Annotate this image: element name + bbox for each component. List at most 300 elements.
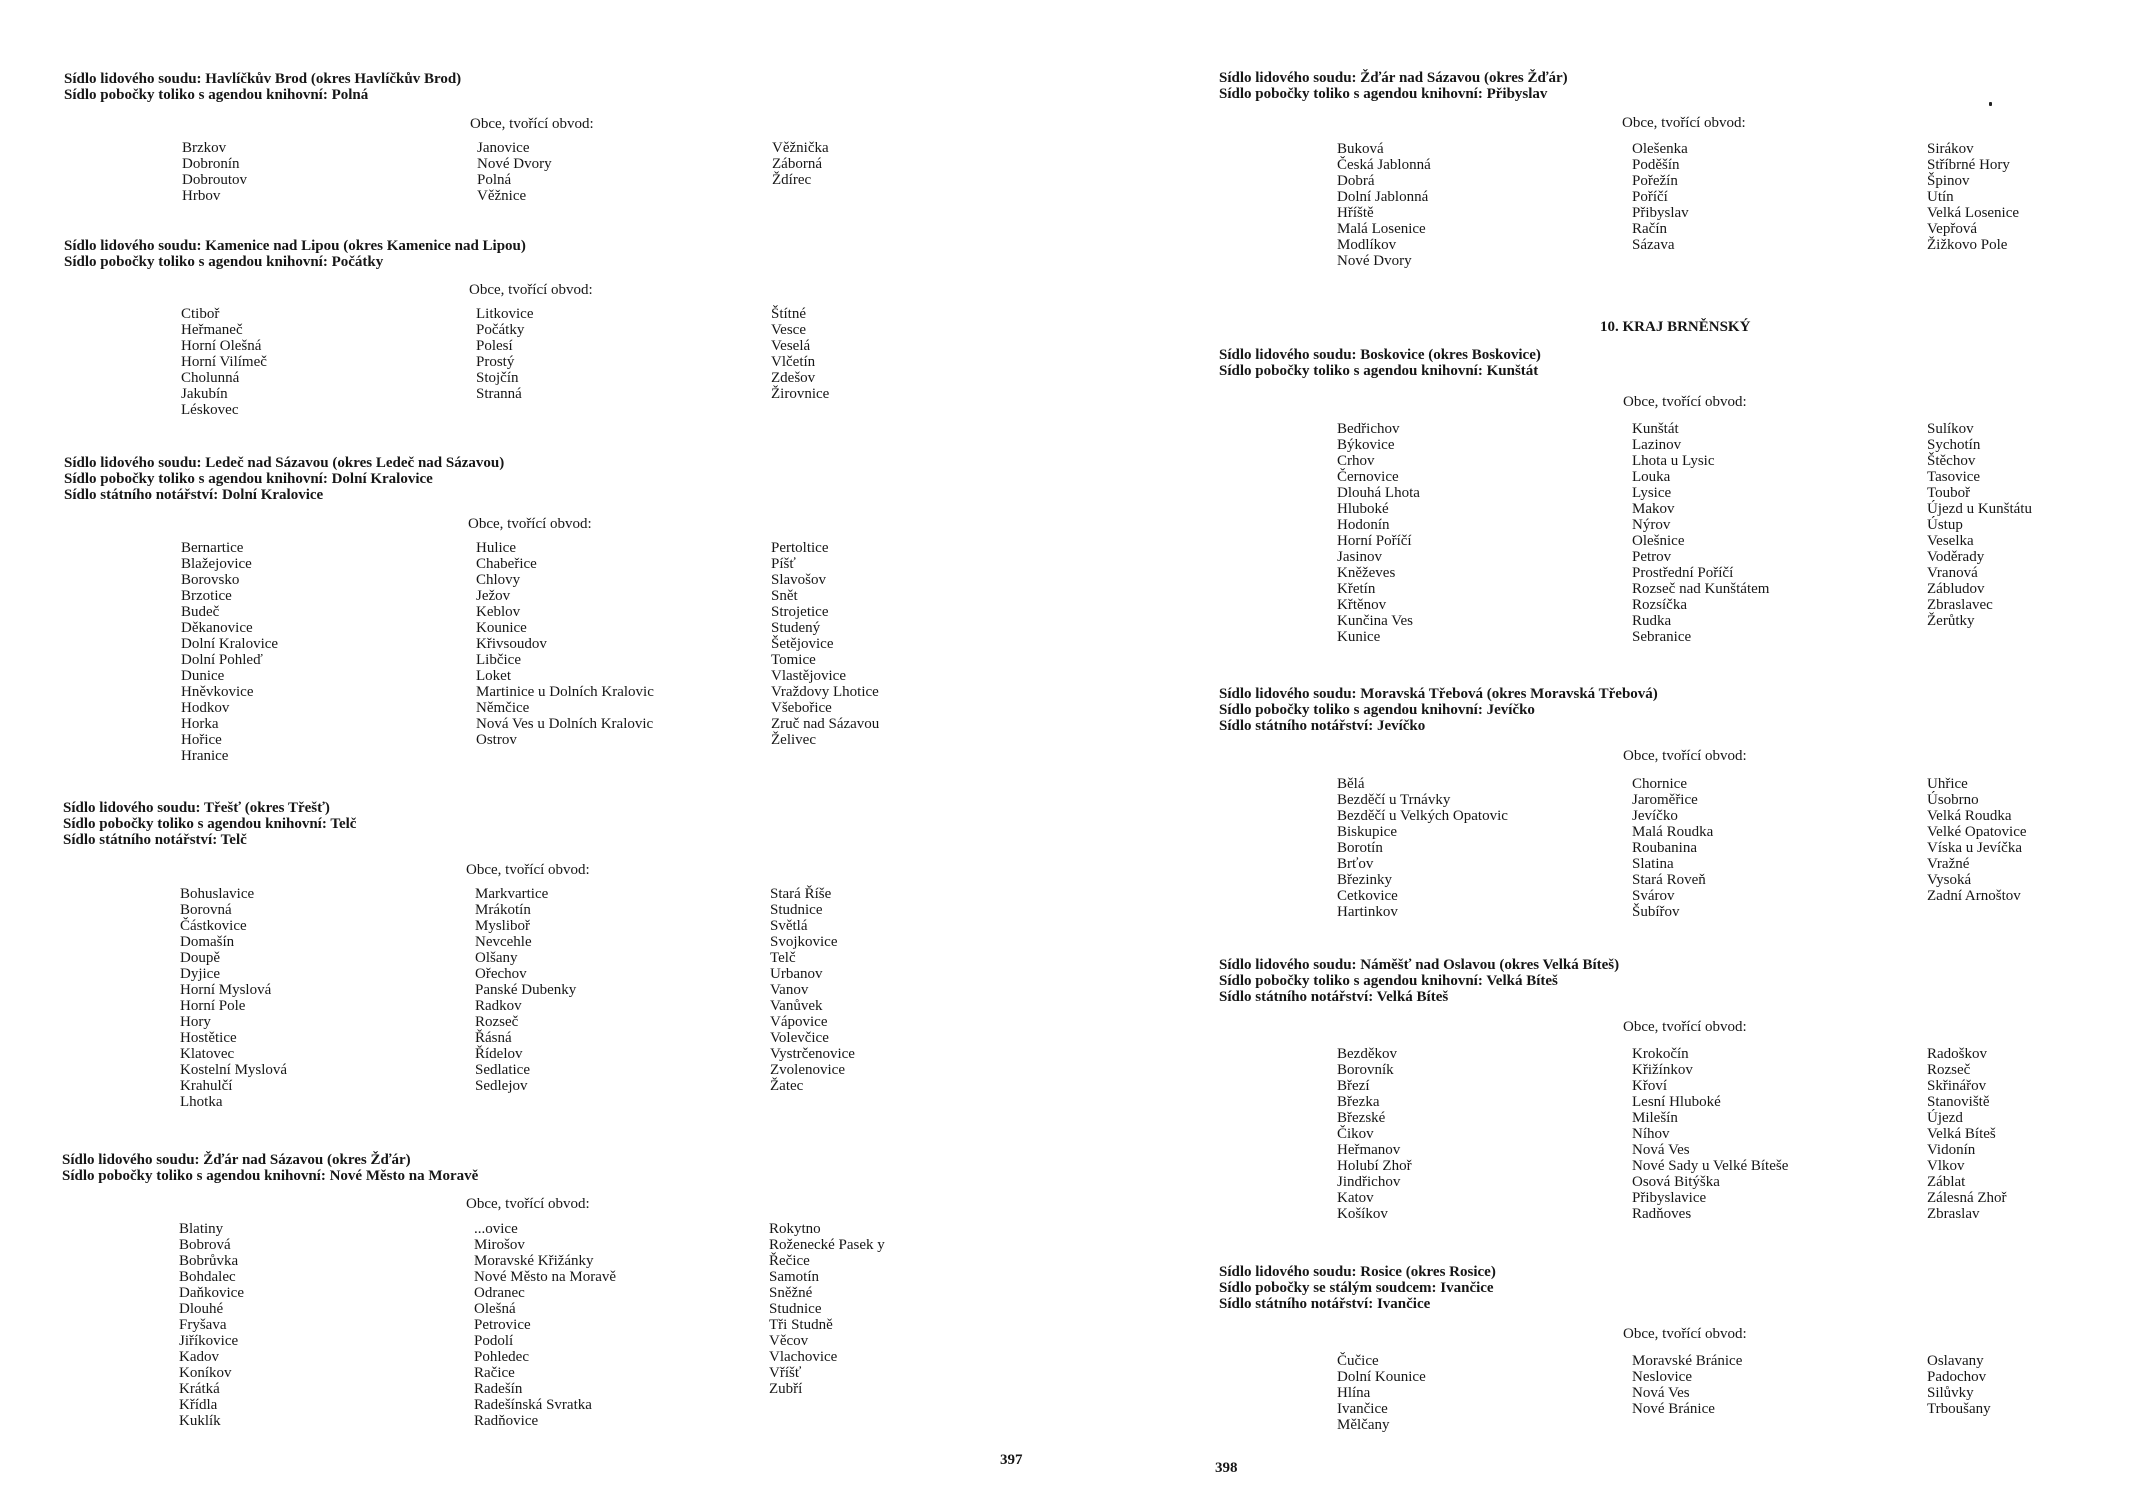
list-item: Daňkovice	[179, 1285, 244, 1301]
list-item: Olšany	[475, 950, 518, 966]
list-item: Olešenka	[1632, 141, 1688, 157]
column-3	[772, 140, 1067, 204]
list-item: Litkovice	[476, 306, 534, 322]
section-header-line: Sídlo lidového soudu: Ledeč nad Sázavou (okres Ledeč nad Sázavou)	[64, 455, 505, 471]
section-moravska-trebova	[1219, 686, 2119, 920]
column-2	[1632, 1353, 1927, 1433]
list-item: Počátky	[476, 322, 525, 338]
list-item: Jindřichov	[1337, 1174, 1401, 1190]
list-item: Budeč	[181, 604, 220, 620]
list-item: Horní Vilímeč	[181, 354, 267, 370]
list-item: Níhov	[1632, 1126, 1670, 1142]
section-header-line: Sídlo státního notářství: Ivančice	[1219, 1296, 1431, 1312]
list-item: Trboušany	[1927, 1401, 1991, 1417]
list-item: Koníkov	[179, 1365, 232, 1381]
list-item: Milešín	[1632, 1110, 1678, 1126]
list-item: Vříšť	[769, 1365, 802, 1381]
list-item: Bernartice	[181, 540, 244, 556]
list-item: Horka	[181, 716, 219, 732]
list-item: ...ovice	[474, 1221, 518, 1237]
section-header-line: Sídlo lidového soudu: Žďár nad Sázavou (okres Žďár)	[1219, 70, 1568, 86]
list-item: Sirákov	[1927, 141, 1974, 157]
list-item: Rozseč	[475, 1014, 519, 1030]
list-item: Ždírec	[772, 172, 812, 188]
list-item: Vysoká	[1927, 872, 1972, 888]
column-2	[1632, 421, 1927, 645]
list-item: Bezděčí u Trnávky	[1337, 792, 1451, 808]
list-item: Radoškov	[1927, 1046, 1987, 1062]
column-1	[1337, 776, 1632, 920]
section-rosice	[1219, 1264, 2119, 1433]
list-item: Hořice	[181, 732, 222, 748]
column-2	[1632, 1046, 1927, 1222]
list-item: Šubířov	[1632, 904, 1680, 920]
section-havlickuv-brod	[64, 71, 964, 204]
list-item: Věžnička	[772, 140, 829, 156]
list-item: Čučice	[1337, 1353, 1379, 1369]
list-item: Polesí	[476, 338, 513, 354]
kraj-title: 10. KRAJ BRNĚNSKÝ	[1600, 319, 1751, 335]
list-item: Dolní Kounice	[1337, 1369, 1426, 1385]
list-item: Veselá	[771, 338, 811, 354]
list-item: Žerůtky	[1927, 613, 1975, 629]
list-item: Račice	[474, 1365, 515, 1381]
column-2	[474, 1221, 769, 1429]
list-item: Pertoltice	[771, 540, 829, 556]
list-item: Moravské Křižánky	[474, 1253, 594, 1269]
list-item: Rozseč nad Kunštátem	[1632, 581, 1770, 597]
list-item: Sedlatice	[475, 1062, 530, 1078]
column-1	[1337, 141, 1632, 269]
column-1	[181, 306, 476, 418]
obce-label: Obce, tvořící obvod:	[466, 1196, 590, 1212]
list-item: Krahulčí	[180, 1078, 233, 1094]
column-3	[1927, 1046, 2156, 1222]
list-item: Nové Bránice	[1632, 1401, 1715, 1417]
list-item: Cholunná	[181, 370, 240, 386]
list-item: Horní Myslová	[180, 982, 272, 998]
list-item: Jiříkovice	[179, 1333, 239, 1349]
list-item: Markvartice	[475, 886, 549, 902]
list-item: Nevcehle	[475, 934, 532, 950]
list-item: Snět	[771, 588, 798, 604]
list-item: Kounice	[476, 620, 527, 636]
list-item: Radešínská Svratka	[474, 1397, 592, 1413]
list-item: Radkov	[475, 998, 522, 1014]
municipality-columns	[179, 1221, 1064, 1429]
list-item: Jevíčko	[1632, 808, 1678, 824]
section-header-line: Sídlo lidového soudu: Třešť (okres Třešť)	[63, 800, 330, 816]
section-header-line: Sídlo pobočky toliko s agendou knihovní: Telč	[63, 816, 357, 832]
list-item: Vápovice	[770, 1014, 828, 1030]
list-item: Řečice	[769, 1253, 810, 1269]
column-1	[179, 1221, 474, 1429]
list-item: Všebořice	[771, 700, 832, 716]
section-header-line: Sídlo lidového soudu: Kamenice nad Lipou (okres Kamenice nad Lipou)	[64, 238, 526, 254]
list-item: Bohuslavice	[180, 886, 255, 902]
list-item: Stará Roveň	[1632, 872, 1706, 888]
column-1	[1337, 1046, 1632, 1222]
list-item: Brzkov	[182, 140, 227, 156]
section-trest	[63, 800, 963, 1110]
list-item: Nová Ves	[1632, 1385, 1690, 1401]
municipality-columns	[181, 540, 1066, 764]
column-3	[770, 886, 1065, 1110]
list-item: Věžnice	[477, 188, 527, 204]
list-item: Jasinov	[1337, 549, 1382, 565]
list-item: Mysliboř	[475, 918, 531, 934]
list-item: Loket	[476, 668, 511, 684]
list-item: Bezděčí u Velkých Opatovic	[1337, 808, 1508, 824]
list-item: Bobrůvka	[179, 1253, 239, 1269]
list-item: Kuklík	[179, 1413, 221, 1429]
list-item: Petrovice	[474, 1317, 531, 1333]
list-item: Vlčetín	[771, 354, 816, 370]
section-header-line: Sídlo pobočky toliko s agendou knihovní: Dolní Kralovice	[64, 471, 433, 487]
list-item: Rudka	[1632, 613, 1672, 629]
column-1	[1337, 1353, 1632, 1433]
list-item: Studnice	[770, 902, 823, 918]
list-item: Křídla	[179, 1397, 218, 1413]
list-item: Nové Dvory	[477, 156, 552, 172]
list-item: Jaroměřice	[1632, 792, 1698, 808]
list-item: Úsobrno	[1927, 792, 1979, 808]
list-item: Blatiny	[179, 1221, 224, 1237]
list-item: Cetkovice	[1337, 888, 1398, 904]
obce-label: Obce, tvořící obvod:	[1623, 394, 1747, 410]
list-item: Zbraslavec	[1927, 597, 1993, 613]
section-header-line: Sídlo pobočky se stálým soudcem: Ivančice	[1219, 1280, 1494, 1296]
list-item: Nýrov	[1632, 517, 1671, 533]
list-item: Heřmaneč	[181, 322, 243, 338]
list-item: Vepřová	[1927, 221, 1977, 237]
list-item: Keblov	[476, 604, 521, 620]
list-item: Dyjice	[180, 966, 220, 982]
list-item: Štítné	[771, 306, 807, 322]
list-item: Březské	[1337, 1110, 1386, 1126]
list-item: Roubanina	[1632, 840, 1697, 856]
section-header-line: Sídlo pobočky toliko s agendou knihovní: Polná	[64, 87, 369, 103]
list-item: Košíkov	[1337, 1206, 1388, 1222]
section-namest-nad-oslavou	[1219, 957, 2119, 1222]
list-item: Oslavany	[1927, 1353, 1984, 1369]
list-item: Černovice	[1337, 469, 1399, 485]
list-item: Vlkov	[1927, 1158, 1965, 1174]
list-item: Velké Opatovice	[1927, 824, 2027, 840]
list-item: Lhotka	[180, 1094, 223, 1110]
list-item: Tomice	[771, 652, 816, 668]
list-item: Martinice u Dolních Kralovic	[476, 684, 654, 700]
list-item: Březinky	[1337, 872, 1392, 888]
list-item: Hartinkov	[1337, 904, 1398, 920]
list-item: Kunice	[1337, 629, 1381, 645]
list-item: Částkovice	[180, 918, 247, 934]
list-item: Nová Ves u Dolních Kralovic	[476, 716, 654, 732]
list-item: Pohledec	[474, 1349, 529, 1365]
list-item: Chlovy	[476, 572, 521, 588]
list-item: Krokočín	[1632, 1046, 1689, 1062]
section-kamenice-nad-lipou	[64, 238, 964, 418]
section-header-line: Sídlo pobočky toliko s agendou knihovní: Přibyslav	[1219, 86, 1548, 102]
section-header-line: Sídlo lidového soudu: Moravská Třebová (okres Moravská Třebová)	[1219, 686, 1658, 702]
list-item: Odranec	[474, 1285, 525, 1301]
list-item: Borotín	[1337, 840, 1383, 856]
list-item: Poděšín	[1632, 157, 1680, 173]
list-item: Zruč nad Sázavou	[771, 716, 880, 732]
list-item: Újezd u Kunštátu	[1927, 501, 2032, 517]
list-item: Svojkovice	[770, 934, 838, 950]
section-header-line: Sídlo pobočky toliko s agendou knihovní: Nové Město na Moravě	[62, 1168, 479, 1184]
municipality-columns	[1337, 421, 2156, 645]
list-item: Vanov	[770, 982, 809, 998]
list-item: Radňoves	[1632, 1206, 1692, 1222]
list-item: Dlouhé	[179, 1301, 224, 1317]
list-item: Vystrčenovice	[770, 1046, 855, 1062]
list-item: Záblat	[1927, 1174, 1966, 1190]
list-item: Rozseč	[1927, 1062, 1971, 1078]
list-item: Hluboké	[1337, 501, 1389, 517]
list-item: Horní Poříčí	[1337, 533, 1412, 549]
section-header-line: Sídlo lidového soudu: Žďár nad Sázavou (okres Žďár)	[62, 1152, 411, 1168]
column-3	[1927, 141, 2156, 269]
list-item: Podolí	[474, 1333, 514, 1349]
list-item: Borovsko	[181, 572, 240, 588]
list-item: Radešín	[474, 1381, 523, 1397]
list-item: Křižínkov	[1632, 1062, 1693, 1078]
list-item: Crhov	[1337, 453, 1375, 469]
list-item: Březí	[1337, 1078, 1370, 1094]
column-2	[476, 306, 771, 418]
municipality-columns	[181, 306, 1066, 418]
list-item: Skřinářov	[1927, 1078, 1987, 1094]
list-item: Strojetice	[771, 604, 829, 620]
list-item: Bedřichov	[1337, 421, 1400, 437]
list-item: Stříbrné Hory	[1927, 157, 2010, 173]
column-2	[1632, 776, 1927, 920]
list-item: Česká Jablonná	[1337, 157, 1431, 173]
list-item: Horní Pole	[180, 998, 246, 1014]
list-item: Poříčí	[1632, 189, 1668, 205]
list-item: Kadov	[179, 1349, 219, 1365]
list-item: Záborná	[772, 156, 822, 172]
list-item: Biskupice	[1337, 824, 1397, 840]
list-item: Krátká	[179, 1381, 220, 1397]
section-header-line: Sídlo lidového soudu: Havlíčkův Brod (okres Havlíčkův Brod)	[64, 71, 462, 87]
column-1	[1337, 421, 1632, 645]
list-item: Zvolenovice	[770, 1062, 845, 1078]
section-header-line: Sídlo pobočky toliko s agendou knihovní: Kunštát	[1219, 363, 1539, 379]
list-item: Březka	[1337, 1094, 1380, 1110]
list-item: Utín	[1927, 189, 1954, 205]
column-3	[771, 540, 1066, 764]
municipality-columns	[182, 140, 1067, 204]
list-item: Prostřední Poříčí	[1632, 565, 1734, 581]
list-item: Mělčany	[1337, 1417, 1390, 1433]
column-2	[477, 140, 772, 204]
municipality-columns	[1337, 1046, 2156, 1222]
list-item: Stará Říše	[770, 886, 832, 902]
list-item: Janovice	[477, 140, 530, 156]
list-item: Řásná	[475, 1030, 512, 1046]
list-item: Prostý	[476, 354, 515, 370]
list-item: Malá Roudka	[1632, 824, 1714, 840]
list-item: Padochov	[1927, 1369, 1987, 1385]
section-header-line: Sídlo státního notářství: Jevíčko	[1219, 718, 1426, 734]
list-item: Žatec	[770, 1078, 804, 1094]
section-zdar-pribyslav	[1219, 70, 2119, 269]
list-item: Heřmanov	[1337, 1142, 1401, 1158]
list-item: Olešná	[474, 1301, 516, 1317]
list-item: Lhota u Lysic	[1632, 453, 1715, 469]
column-3	[1927, 421, 2156, 645]
section-header-line: Sídlo státního notářství: Telč	[63, 832, 247, 848]
list-item: Hříště	[1337, 205, 1374, 221]
list-item: Křoví	[1632, 1078, 1667, 1094]
list-item: Velká Losenice	[1927, 205, 2020, 221]
list-item: Sázava	[1632, 237, 1675, 253]
list-item: Brťov	[1337, 856, 1374, 872]
municipality-columns	[180, 886, 1065, 1110]
list-item: Ostrov	[476, 732, 517, 748]
list-item: Mirošov	[474, 1237, 525, 1253]
list-item: Buková	[1337, 141, 1384, 157]
list-item: Veselka	[1927, 533, 1974, 549]
list-item: Samotín	[769, 1269, 820, 1285]
list-item: Telč	[770, 950, 796, 966]
list-item: Dobrá	[1337, 173, 1375, 189]
list-item: Modlíkov	[1337, 237, 1397, 253]
list-item: Roženecké Pasek y	[769, 1237, 885, 1253]
list-item: Blažejovice	[181, 556, 252, 572]
page-number: 398	[1215, 1460, 1238, 1476]
list-item: Fryšava	[179, 1317, 227, 1333]
list-item: Slatina	[1632, 856, 1674, 872]
column-1	[180, 886, 475, 1110]
list-item: Vanůvek	[770, 998, 823, 1014]
list-item: Dobroutov	[182, 172, 247, 188]
list-item: Býkovice	[1337, 437, 1395, 453]
list-item: Panské Dubenky	[475, 982, 577, 998]
list-item: Katov	[1337, 1190, 1374, 1206]
list-item: Račín	[1632, 221, 1667, 237]
list-item: Hněvkovice	[181, 684, 254, 700]
list-item: Hodkov	[181, 700, 230, 716]
list-item: Borovník	[1337, 1062, 1394, 1078]
list-item: Studnice	[769, 1301, 822, 1317]
list-item: Víska u Jevíčka	[1927, 840, 2022, 856]
list-item: Dolní Jablonná	[1337, 189, 1429, 205]
list-item: Ořechov	[475, 966, 527, 982]
list-item: Ústup	[1927, 517, 1963, 533]
list-item: Urbanov	[770, 966, 823, 982]
list-item: Volevčice	[770, 1030, 829, 1046]
list-item: Šetějovice	[771, 636, 834, 652]
list-item: Sebranice	[1632, 629, 1692, 645]
list-item: Bezděkov	[1337, 1046, 1397, 1062]
section-header-line: Sídlo státního notářství: Velká Bíteš	[1219, 989, 1449, 1005]
list-item: Tři Studně	[769, 1317, 833, 1333]
page-number: 397	[1000, 1452, 1023, 1468]
list-item: Tasovice	[1927, 469, 1981, 485]
list-item: Křtěnov	[1337, 597, 1387, 613]
list-item: Velká Roudka	[1927, 808, 2012, 824]
list-item: Vlastějovice	[771, 668, 846, 684]
list-item: Pořežín	[1632, 173, 1678, 189]
list-item: Chornice	[1632, 776, 1687, 792]
list-item: Klatovec	[180, 1046, 235, 1062]
list-item: Dobronín	[182, 156, 240, 172]
list-item: Bělá	[1337, 776, 1365, 792]
obce-label: Obce, tvořící obvod:	[1623, 1326, 1747, 1342]
list-item: Zadní Arnoštov	[1927, 888, 2021, 904]
list-item: Hrbov	[182, 188, 221, 204]
list-item: Kunštát	[1632, 421, 1679, 437]
list-item: Mrákotín	[475, 902, 531, 918]
list-item: Velká Bíteš	[1927, 1126, 1996, 1142]
list-item: Němčice	[476, 700, 530, 716]
column-3	[1927, 1353, 2156, 1433]
list-item: Lazinov	[1632, 437, 1682, 453]
list-item: Kunčina Ves	[1337, 613, 1413, 629]
section-zdar-nove-mesto	[62, 1152, 962, 1429]
list-item: Chabeřice	[476, 556, 537, 572]
list-item: Řídelov	[475, 1046, 523, 1062]
list-item: Olešnice	[1632, 533, 1685, 549]
list-item: Nové Město na Moravě	[474, 1269, 617, 1285]
list-item: Ctiboř	[181, 306, 220, 322]
obce-label: Obce, tvořící obvod:	[1622, 115, 1746, 131]
obce-label: Obce, tvořící obvod:	[468, 516, 592, 532]
list-item: Hranice	[181, 748, 229, 764]
list-item: Osová Bitýška	[1632, 1174, 1720, 1190]
list-item: Jakubín	[181, 386, 228, 402]
list-item: Žižkovo Pole	[1927, 237, 2008, 253]
section-ledec-nad-sazavou	[64, 455, 964, 764]
list-item: Hulice	[476, 540, 516, 556]
column-3	[1927, 776, 2156, 920]
list-item: Hlína	[1337, 1385, 1371, 1401]
list-item: Vesce	[771, 322, 806, 338]
obce-label: Obce, tvořící obvod:	[466, 862, 590, 878]
list-item: Žirovnice	[771, 386, 830, 402]
list-item: Doupě	[180, 950, 220, 966]
list-item: Přibyslav	[1632, 205, 1689, 221]
list-item: Nové Sady u Velké Bíteše	[1632, 1158, 1789, 1174]
list-item: Zábludov	[1927, 581, 1985, 597]
list-item: Slavošov	[771, 572, 827, 588]
obce-label: Obce, tvořící obvod:	[469, 282, 593, 298]
list-item: Děkanovice	[181, 620, 253, 636]
list-item: Bohdalec	[179, 1269, 236, 1285]
list-item: Hostětice	[180, 1030, 237, 1046]
list-item: Radňovice	[474, 1413, 539, 1429]
list-item: Libčice	[476, 652, 521, 668]
obce-label: Obce, tvořící obvod:	[1623, 1019, 1747, 1035]
list-item: Přibyslavice	[1632, 1190, 1707, 1206]
section-header-line: Sídlo lidového soudu: Rosice (okres Rosice)	[1219, 1264, 1496, 1280]
list-item: Čikov	[1337, 1126, 1374, 1142]
list-item: Uhřice	[1927, 776, 1968, 792]
list-item: Léskovec	[181, 402, 239, 418]
list-item: Moravské Bránice	[1632, 1353, 1743, 1369]
list-item: Dolní Pohleď	[181, 652, 263, 668]
list-item: Vraždovy Lhotice	[771, 684, 879, 700]
list-item: Bobrová	[179, 1237, 231, 1253]
list-item: Křivsoudov	[476, 636, 547, 652]
list-item: Borovná	[180, 902, 232, 918]
list-item: Špinov	[1927, 173, 1970, 189]
list-item: Vlachovice	[769, 1349, 838, 1365]
